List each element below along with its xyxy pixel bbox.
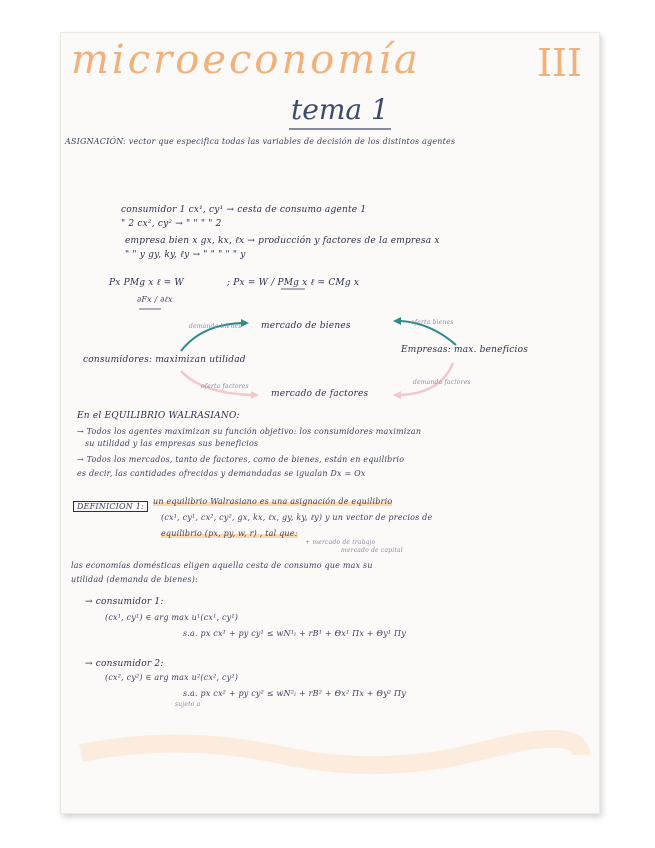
definition-line-1: un equilibrio Walrasiano es una asignación de equilibrio bbox=[153, 497, 393, 506]
consumers-label: consumidores: maximizan utilidad bbox=[83, 355, 246, 365]
subject-to-note: sujeto a bbox=[175, 701, 201, 708]
definition-label: DEFINICIÓN 1: bbox=[73, 501, 148, 512]
walras-point-1: → Todos los agentes maximizan su función objetivo: los consumidores maximizan bbox=[77, 427, 422, 436]
consumer-1-constraint: s.a. px cx¹ + py cy¹ ≤ wN¹ₗ + rB¹ + Θx¹ Πx + Θy¹ Πy bbox=[183, 629, 406, 638]
definition-note-1: + mercado de trabajo bbox=[305, 539, 376, 546]
consumer-1-heading: → consumidor 1: bbox=[85, 597, 164, 607]
equation-2: ; Px = W / PMg x ℓ = CMg x bbox=[227, 278, 360, 288]
factor-market-label: mercado de factores bbox=[271, 389, 369, 399]
consumer-2-line: " 2 cx², cy² → " " " " 2 bbox=[121, 219, 222, 229]
walras-point-2: → Todos los mercados, tanto de factores, como de bienes, están en equilibrio bbox=[77, 455, 405, 464]
notebook-page bbox=[60, 32, 600, 814]
topic-title: tema 1 bbox=[291, 93, 389, 126]
households-line-2: utilidad (demanda de bienes): bbox=[71, 575, 198, 584]
goods-market-label: mercado de bienes bbox=[261, 321, 351, 331]
walras-heading: En el EQUILIBRIO WALRASIANO: bbox=[77, 411, 240, 421]
firm-y-line: " " y gy, ky, ℓy → " " " " " y bbox=[125, 250, 246, 260]
page-heading: microeconomía bbox=[71, 37, 421, 83]
equation-1: Px PMg x ℓ = W bbox=[109, 278, 184, 288]
heading-number: III bbox=[537, 41, 583, 85]
definition-line-3: equilibrio (px, py, w, r) , tal que: bbox=[161, 529, 298, 538]
consumer-2-argmax: (cx², cy²) ∈ arg max u²(cx², cy²) bbox=[105, 673, 239, 682]
firms-label: Empresas: max. beneficios bbox=[401, 345, 529, 355]
consumer-1-line: consumidor 1 cx¹, cy¹ → cesta de consumo agente 1 bbox=[121, 205, 367, 215]
equation-1-derivative: ∂Fx / ∂ℓx bbox=[137, 295, 173, 304]
consumer-2-heading: → consumidor 2: bbox=[85, 659, 164, 669]
definition-line-2: (cx¹, cy¹, cx², cy², gx, kx, ℓx, gy, ky, ℓy) y un vector de precios de bbox=[161, 513, 433, 522]
assignment-definition: ASIGNACIÓN: vector que especifica todas las variables de decisión de los distintos agentes bbox=[65, 137, 456, 146]
firm-x-line: empresa bien x gx, kx, ℓx → producción y factores de la empresa x bbox=[125, 236, 440, 246]
walras-point-1b: su utilidad y las empresas sus beneficios bbox=[85, 439, 259, 448]
consumer-1-argmax: (cx¹, cy¹) ∈ arg max u¹(cx¹, cy¹) bbox=[105, 613, 239, 622]
supply-factors-label: oferta factores bbox=[201, 383, 249, 390]
demand-factors-label: demanda factores bbox=[413, 379, 471, 386]
demand-goods-label: demanda bienes bbox=[189, 323, 242, 330]
supply-goods-label: oferta bienes bbox=[411, 319, 454, 326]
walras-point-2b: es decir, las cantidades ofrecidas y demandadas se igualan Dx = Ox bbox=[77, 469, 366, 478]
households-line-1: las economías domésticas eligen aquella cesta de consumo que max su bbox=[71, 561, 373, 570]
definition-note-2: mercado de capital bbox=[341, 547, 403, 554]
consumer-2-constraint: s.a. px cx² + py cy² ≤ wN²ₗ + rB² + Θx² Πx + Θy² Πy bbox=[183, 689, 406, 698]
